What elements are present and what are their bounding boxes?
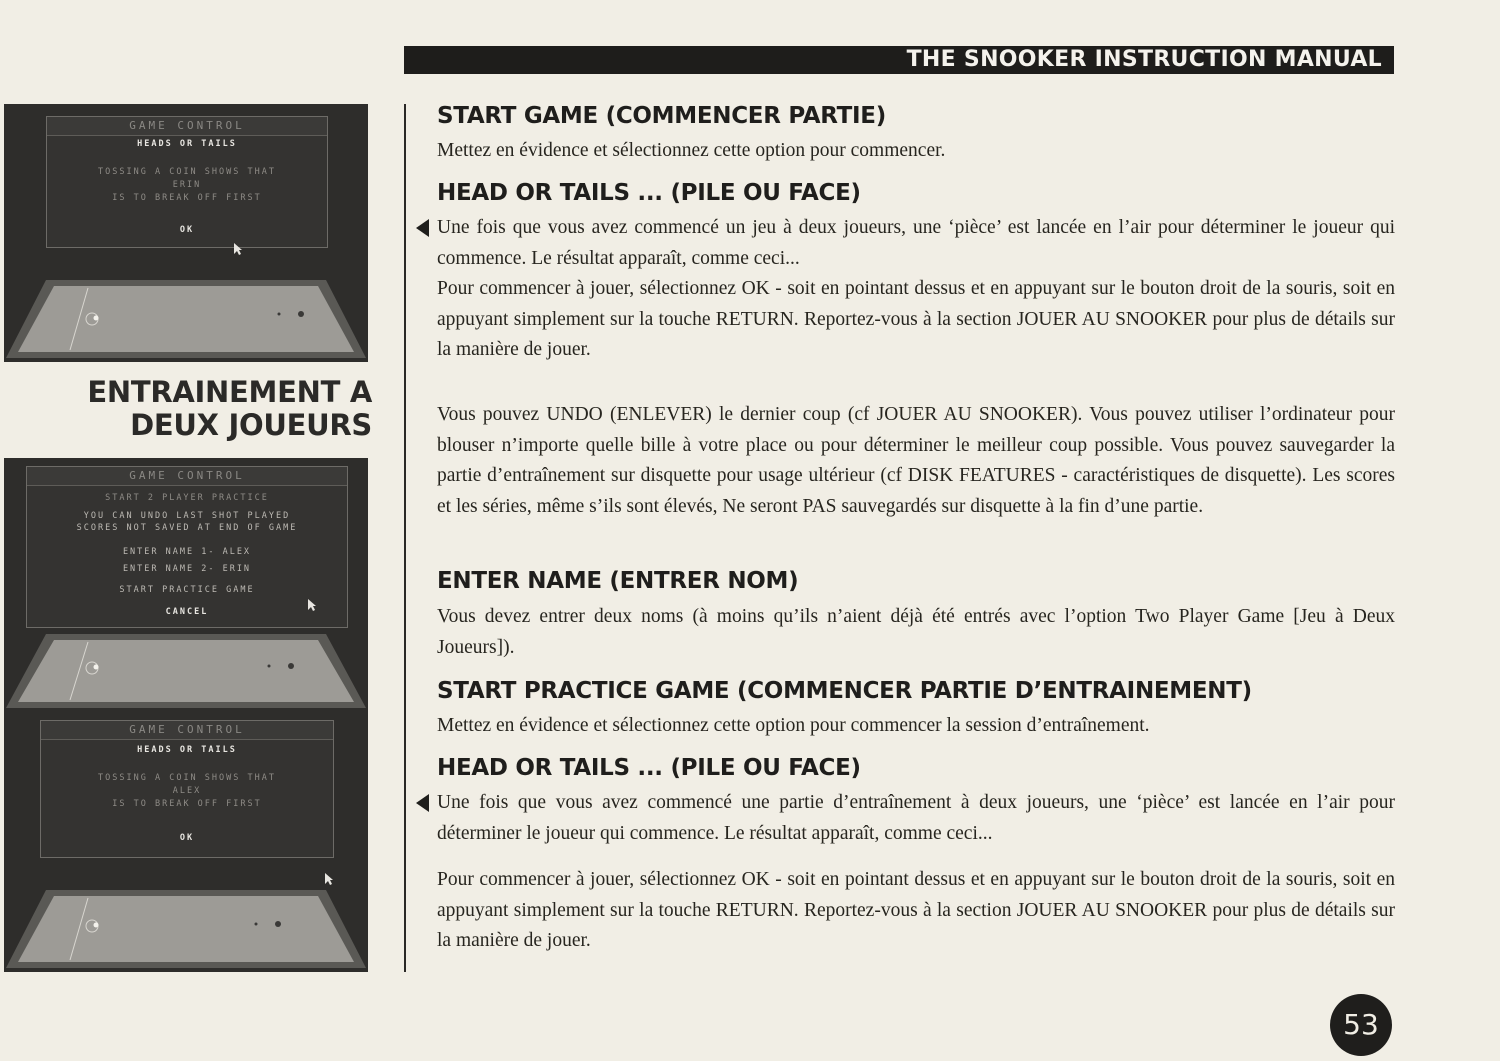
paragraph: Une fois que vous avez commencé une partie d’entraînement à deux joueurs, une ‘pièce’ est lancée en l’air pour déterminer le joueur qui commence. Le résultat apparaît, comme ceci... [437,792,1395,844]
panel-line: IS TO BREAK OFF FIRST [112,799,262,809]
header-bar [404,46,1394,74]
section-title-heads-or-tails: HEAD OR TAILS ... (PILE OU FACE) [437,180,861,206]
ok-button[interactable]: OK [179,225,195,235]
mouse-pointer-icon [307,598,317,612]
mouse-pointer-icon [324,872,334,886]
snooker-table [4,274,368,362]
left-arrow-icon [416,794,429,812]
screenshot-practice-setup [4,458,368,712]
panel-title: GAME CONTROL [27,467,347,486]
heading-line-2: DEUX JOUEURS [130,408,372,442]
section-title-heads-or-tails-2: HEAD OR TAILS ... (PILE OU FACE) [437,755,861,781]
paragraph: Vous devez entrer deux noms (à moins qu’ils n’aient déjà été entrés avec l’option Two Player Game [Jeu à Deux Joueurs]). [437,606,1395,658]
screenshot-heads-or-tails-1 [4,104,368,362]
section-title-start-practice: START PRACTICE GAME (COMMENCER PARTIE D’ENTRAINEMENT) [437,678,1252,704]
cancel-button[interactable]: CANCEL [165,607,209,617]
screenshot-heads-or-tails-2 [4,712,368,972]
panel-title: GAME CONTROL [47,117,327,136]
panel-line: ERIN [172,180,202,190]
panel-line: ALEX [172,786,202,796]
paragraph: Pour commencer à jouer, sélectionnez OK - soit en pointant dessus et en appuyant sur le bouton droit de la souris, soit en appuyant simplement sur la touche RETURN. Reportez-vous à la section JOUER AU SNOOKER pour plus de détails sur la manière de jouer. [437,869,1395,951]
panel-line: TOSSING A COIN SHOWS THAT [98,167,276,177]
panel-line: HEADS OR TAILS [137,139,237,149]
section-title-enter-name: ENTER NAME (ENTRER NOM) [437,568,799,594]
manual-title: THE SNOOKER INSTRUCTION MANUAL [906,47,1382,72]
paragraph: Mettez en évidence et sélectionnez cette option pour commencer. [437,140,946,161]
paragraph: Vous pouvez UNDO (ENLEVER) le dernier coup (cf JOUER AU SNOOKER). Vous pouvez utiliser l’ordinateur pour blouser n’importe quelle bille à votre place ou pour déterminer le meilleur coup possible. Vous pouvez sauvegarder la partie d’entraînement sur disquette pour usage ultérieur (cf DISK FEATURES - caractéristiques de disquette). Les scores et les séries, même s’ils sont élevés, Ne seront PAS sauvegardés sur disquette à la fin d’une partie. [437,404,1395,517]
panel-line: IS TO BREAK OFF FIRST [112,193,262,203]
mouse-pointer-icon [233,242,243,256]
heading-line-1: ENTRAINEMENT A [87,375,372,409]
panel-title: GAME CONTROL [41,721,333,740]
start-practice-button[interactable]: START PRACTICE GAME [119,585,255,595]
paragraph: Une fois que vous avez commencé un jeu à deux joueurs, une ‘pièce’ est lancée en l’air pour déterminer le joueur qui commence. Le résultat apparaît, comme ceci... [437,217,1395,269]
name-2-field[interactable]: ENTER NAME 2- ERIN [122,564,252,574]
game-control-panel [40,720,334,858]
section-title-start-game: START GAME (COMMENCER PARTIE) [437,103,886,129]
panel-line: SCORES NOT SAVED AT END OF GAME [76,523,298,533]
page-number: 53 [1330,994,1392,1056]
section-heading-left [87,376,372,442]
panel-subtitle: START 2 PLAYER PRACTICE [105,493,269,503]
game-control-panel [46,116,328,248]
panel-line: YOU CAN UNDO LAST SHOT PLAYED [83,511,291,521]
paragraph: Mettez en évidence et sélectionnez cette option pour commencer la session d’entraînement. [437,715,1150,736]
panel-line: TOSSING A COIN SHOWS THAT [98,773,276,783]
snooker-table [4,886,368,972]
ok-button[interactable]: OK [179,833,195,843]
column-divider [404,104,406,972]
panel-line: HEADS OR TAILS [137,745,237,755]
paragraph: Pour commencer à jouer, sélectionnez OK - soit en pointant dessus et en appuyant sur le bouton droit de la souris, soit en appuyant simplement sur la touche RETURN. Reportez-vous à la section JOUER AU SNOOKER pour plus de détails sur la manière de jouer. [437,278,1395,360]
name-1-field[interactable]: ENTER NAME 1- ALEX [122,547,252,557]
left-arrow-icon [416,219,429,237]
game-control-panel [26,466,348,628]
snooker-table [4,630,368,712]
